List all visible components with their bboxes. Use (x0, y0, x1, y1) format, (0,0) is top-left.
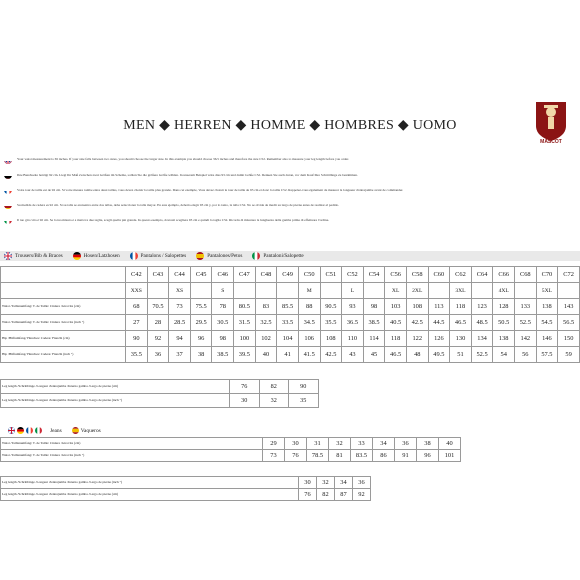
value-cell: 36 (353, 477, 371, 489)
row-label: Waist /Taillenumfang/ T. de Taille/ Cintura /Girovita (cm) (1, 438, 263, 450)
value-cell: 106 (298, 331, 320, 347)
value-cell: 46.5 (450, 315, 472, 331)
value-cell: 130 (450, 331, 472, 347)
letter-size-cell: XXS (126, 283, 148, 299)
instructions-list (4, 152, 578, 228)
letter-size-cell (190, 283, 212, 299)
instruction-text: Ihre Bundweite beträgt 92 cm. Liegt Ihr Maß zwischen zwei Größen im Schema, sollten Sie die größere Größe wählen. In unserem Beispiel wäre dies 93 cm und damit Größe C52. Denken Sie auch daran, vor dem Kauf Ihre Schrittlänge zu bestimmen. (17, 172, 358, 177)
letter-size-cell (255, 283, 277, 299)
letter-size-cell: 3XL (450, 283, 472, 299)
value-cell: 39.5 (234, 347, 256, 363)
letter-size-cell: XL (385, 283, 407, 299)
value-cell: 93 (342, 299, 364, 315)
value-cell: 28 (147, 315, 169, 331)
trousers-header-bar (0, 251, 580, 261)
letter-size-cell (320, 283, 342, 299)
letter-size-cell: 4XL (493, 283, 515, 299)
value-cell: 108 (320, 331, 342, 347)
uk-flag-icon (4, 252, 12, 260)
value-cell: 76 (230, 380, 260, 394)
letter-size-row (1, 283, 580, 299)
instruction-text: Votre tour de taille est de 92 cm. Si votre mesure tombe entre deux tailles, vous devez choisir la taille plus grande. Dans cet exemple, Vous devez choisir le tour de taille de 93 cm et donc la taille C52. Rappelez-vous également de mesurer la longueur d'entrejambe avant de commander. (17, 187, 404, 192)
value-cell: 56.5 (558, 315, 580, 331)
value-cell: 75.5 (190, 299, 212, 315)
value-cell: 113 (428, 299, 450, 315)
value-cell: 70.5 (147, 299, 169, 315)
value-cell: 41.5 (298, 347, 320, 363)
value-cell: 134 (471, 331, 493, 347)
row-label: Hip /Hüftumfang/ Hanches/ Cadera/ Fianchi (cm) (1, 331, 126, 347)
de-flag-icon (73, 252, 81, 260)
value-cell: 59 (558, 347, 580, 363)
size-code-cell: C62 (450, 267, 472, 283)
value-cell: 73 (263, 450, 285, 462)
size-code-cell: C66 (493, 267, 515, 283)
table-row (1, 299, 580, 315)
it-flag-icon (35, 427, 42, 434)
value-cell: 96 (190, 331, 212, 347)
table-row (1, 315, 580, 331)
value-cell: 114 (363, 331, 385, 347)
value-cell: 29.5 (190, 315, 212, 331)
value-cell: 49.5 (428, 347, 450, 363)
value-cell: 40 (439, 438, 461, 450)
value-cell: 68 (126, 299, 148, 315)
value-cell: 80.5 (234, 299, 256, 315)
value-cell: 83 (255, 299, 277, 315)
value-cell: 108 (406, 299, 428, 315)
jeans-waist-table (0, 437, 461, 462)
value-cell: 52.5 (471, 347, 493, 363)
it-flag-icon (4, 216, 12, 224)
table-row (1, 489, 371, 501)
letter-size-cell (277, 283, 299, 299)
uk-flag-icon (4, 156, 12, 164)
size-code-cell: C70 (536, 267, 558, 283)
value-cell: 32.5 (255, 315, 277, 331)
value-cell: 44.5 (428, 315, 450, 331)
letter-size-cell: 5XL (536, 283, 558, 299)
value-cell: 76 (299, 489, 317, 501)
letter-size-cell (147, 283, 169, 299)
jeans-label: Jeans (50, 427, 62, 434)
value-cell: 35.5 (126, 347, 148, 363)
value-cell: 146 (536, 331, 558, 347)
value-cell: 48.5 (471, 315, 493, 331)
value-cell: 36.5 (342, 315, 364, 331)
row-label: Leg length /Schrittlänge /Longeur d'entrejambe /Interno gamba /Largo de pierna (cm) (1, 489, 299, 501)
value-cell: 92 (353, 489, 371, 501)
letter-size-cell: M (298, 283, 320, 299)
value-cell: 33.5 (277, 315, 299, 331)
value-cell: 45 (363, 347, 385, 363)
value-cell: 35 (289, 394, 319, 408)
logo-wordmark: MASCOT (540, 139, 562, 145)
value-cell: 150 (558, 331, 580, 347)
value-cell: 43 (342, 347, 364, 363)
letter-size-cell (471, 283, 493, 299)
value-cell: 52.5 (515, 315, 537, 331)
value-cell: 29 (263, 438, 285, 450)
value-cell: 94 (169, 331, 191, 347)
row-label: Hip /Hüftumfang/ Hanches/ Cadera/ Fianchi (inch ") (1, 347, 126, 363)
trousers-leg-length-table (0, 379, 319, 408)
value-cell: 78 (212, 299, 234, 315)
jeans-leg-length-table (0, 476, 371, 501)
corner-cell (1, 267, 126, 283)
mascot-logo-icon (532, 96, 570, 142)
letter-size-cell: 2XL (406, 283, 428, 299)
trousers-label-de: Hosen/Latzhosen (73, 252, 120, 260)
row-label: Waist /Taillenumfang/ T. de Taille/ Cintura /Girovita (inch ") (1, 315, 126, 331)
value-cell: 118 (450, 299, 472, 315)
instruction-en (4, 152, 578, 167)
value-cell: 34.5 (298, 315, 320, 331)
value-cell: 133 (515, 299, 537, 315)
size-code-cell: C56 (385, 267, 407, 283)
value-cell: 73 (169, 299, 191, 315)
size-code-cell: C64 (471, 267, 493, 283)
uk-flag-icon (8, 427, 15, 434)
letter-size-cell: L (342, 283, 364, 299)
value-cell: 30 (299, 477, 317, 489)
value-cell: 92 (147, 331, 169, 347)
trousers-label-it: Pantaloni/Salopette (252, 252, 303, 260)
es-flag-icon (72, 427, 79, 434)
row-label: Leg length /Schrittlänge /Longeur d'entrejambe /Interno gamba /Largo de pierna (inch ") (1, 477, 299, 489)
value-cell: 38 (417, 438, 439, 450)
es-flag-icon (4, 201, 12, 209)
instruction-fr (4, 182, 578, 197)
value-cell: 78.5 (307, 450, 329, 462)
value-cell: 143 (558, 299, 580, 315)
value-cell: 32 (317, 477, 335, 489)
value-cell: 88 (298, 299, 320, 315)
letter-size-cell (428, 283, 450, 299)
size-code-cell: C45 (190, 267, 212, 283)
value-cell: 98 (363, 299, 385, 315)
trousers-size-table (0, 266, 580, 363)
value-cell: 34 (373, 438, 395, 450)
vaqueros-label: Vaqueros (80, 427, 101, 434)
size-code-cell: C49 (277, 267, 299, 283)
value-cell: 32 (259, 394, 289, 408)
value-cell: 100 (234, 331, 256, 347)
trousers-label-en: Trousers/Bib & Braces (4, 252, 63, 260)
table-row (1, 347, 580, 363)
value-cell: 81 (329, 450, 351, 462)
value-cell: 27 (126, 315, 148, 331)
row-label: Waist /Taillenumfang/ T. de Taille/ Cintura /Girovita (inch ") (1, 450, 263, 462)
size-code-cell: C44 (169, 267, 191, 283)
value-cell: 90 (289, 380, 319, 394)
instruction-text: Il tuo giro vita è 92 cm. Se la tua misura è a metà tra due taglie, scegli quella più grande. In questo esempio, dovresti scegliere 93 cm e quindi la taglia C52. Ricorda di misurare la lunghezza della gamba prima di effettuare l'ordine. (17, 218, 330, 223)
table-row (1, 380, 319, 394)
value-cell: 128 (493, 299, 515, 315)
row-label: Leg length /Schrittlänge /Longeur d'entrejambe /Interno gamba /Largo de pierna (inch ") (1, 394, 230, 408)
value-cell: 31.5 (234, 315, 256, 331)
size-code-cell: C51 (320, 267, 342, 283)
corner-cell (1, 283, 126, 299)
value-cell: 30 (285, 438, 307, 450)
value-cell: 86 (373, 450, 395, 462)
value-cell: 138 (536, 299, 558, 315)
value-cell: 118 (385, 331, 407, 347)
value-cell: 57.5 (536, 347, 558, 363)
table-row (1, 331, 580, 347)
value-cell: 103 (385, 299, 407, 315)
letter-size-cell: XS (169, 283, 191, 299)
size-code-cell: C72 (558, 267, 580, 283)
page-title: MEN ◆ HERREN ◆ HOMME ◆ HOMBRES ◆ UOMO (123, 118, 457, 133)
size-code-cell: C52 (342, 267, 364, 283)
letter-size-cell (363, 283, 385, 299)
value-cell: 138 (493, 331, 515, 347)
value-cell: 46.5 (385, 347, 407, 363)
value-cell: 123 (471, 299, 493, 315)
value-cell: 36 (395, 438, 417, 450)
size-code-cell: C60 (428, 267, 450, 283)
value-cell: 36 (147, 347, 169, 363)
letter-size-cell (515, 283, 537, 299)
value-cell: 104 (277, 331, 299, 347)
value-cell: 48 (406, 347, 428, 363)
trousers-label-fr: Pantalons / Salopettes (130, 252, 187, 260)
value-cell: 38.5 (363, 315, 385, 331)
value-cell: 87 (335, 489, 353, 501)
value-cell: 38.5 (212, 347, 234, 363)
fr-flag-icon (4, 186, 12, 194)
instruction-text: Your waist measurement is 36 inches. If your size falls between two sizes, you should choose the larger size. In this example you should choose 36.5 inches and therefore the size C52. Remember also to measure your leg length before you order. (17, 157, 349, 162)
value-cell: 32 (329, 438, 351, 450)
instruction-de (4, 167, 578, 182)
size-code-cell: C47 (234, 267, 256, 283)
value-cell: 90.5 (320, 299, 342, 315)
es-flag-icon (196, 252, 204, 260)
de-flag-icon (17, 427, 24, 434)
it-flag-icon (252, 252, 260, 260)
letter-size-cell (558, 283, 580, 299)
size-header-row (1, 267, 580, 283)
de-flag-icon (4, 171, 12, 179)
value-cell: 102 (255, 331, 277, 347)
size-code-cell: C68 (515, 267, 537, 283)
instruction-text: Su medida de cadera es 92 cm. Si su talla se encuentra entre dos tallas, debe seleccionar la talla mayor. En este ejemplo, debería elegir 93 cm y, por lo tanto, la talla C52. No se olvide de medir su largo de pierna antes de realizar el pedido. (17, 203, 339, 208)
value-cell: 54 (493, 347, 515, 363)
value-cell: 56 (515, 347, 537, 363)
value-cell: 51 (450, 347, 472, 363)
value-cell: 50.5 (493, 315, 515, 331)
jeans-header-bar (0, 426, 240, 435)
trousers-label-es: Pantalones/Petos (196, 252, 242, 260)
size-code-cell: C42 (126, 267, 148, 283)
value-cell: 76 (285, 450, 307, 462)
value-cell: 54.5 (536, 315, 558, 331)
size-code-cell: C50 (298, 267, 320, 283)
value-cell: 41 (277, 347, 299, 363)
size-code-cell: C43 (147, 267, 169, 283)
value-cell: 30.5 (212, 315, 234, 331)
row-label: Waist /Taillenumfang/ T. de Taille/ Cintura /Girovita (cm) (1, 299, 126, 315)
value-cell: 31 (307, 438, 329, 450)
instruction-es (4, 198, 578, 213)
value-cell: 33 (351, 438, 373, 450)
value-cell: 42.5 (406, 315, 428, 331)
value-cell: 90 (126, 331, 148, 347)
value-cell: 35.5 (320, 315, 342, 331)
fr-flag-icon (26, 427, 33, 434)
value-cell: 101 (439, 450, 461, 462)
size-code-cell: C46 (212, 267, 234, 283)
letter-size-cell: S (212, 283, 234, 299)
size-code-cell: C54 (363, 267, 385, 283)
table-row (1, 438, 461, 450)
letter-size-cell (234, 283, 256, 299)
table-row (1, 477, 371, 489)
value-cell: 122 (406, 331, 428, 347)
value-cell: 126 (428, 331, 450, 347)
instruction-it (4, 213, 578, 228)
table-row (1, 394, 319, 408)
value-cell: 142 (515, 331, 537, 347)
value-cell: 96 (417, 450, 439, 462)
table-row (1, 450, 461, 462)
value-cell: 37 (169, 347, 191, 363)
value-cell: 91 (395, 450, 417, 462)
value-cell: 28.5 (169, 315, 191, 331)
value-cell: 110 (342, 331, 364, 347)
value-cell: 42.5 (320, 347, 342, 363)
value-cell: 82 (259, 380, 289, 394)
fr-flag-icon (130, 252, 138, 260)
value-cell: 40.5 (385, 315, 407, 331)
value-cell: 34 (335, 477, 353, 489)
size-code-cell: C58 (406, 267, 428, 283)
value-cell: 30 (230, 394, 260, 408)
value-cell: 85.5 (277, 299, 299, 315)
value-cell: 38 (190, 347, 212, 363)
value-cell: 83.5 (351, 450, 373, 462)
row-label: Leg length /Schrittlänge /Longeur d'entrejambe /Interno gamba /Largo de pierna (cm) (1, 380, 230, 394)
size-code-cell: C48 (255, 267, 277, 283)
value-cell: 98 (212, 331, 234, 347)
value-cell: 40 (255, 347, 277, 363)
value-cell: 82 (317, 489, 335, 501)
